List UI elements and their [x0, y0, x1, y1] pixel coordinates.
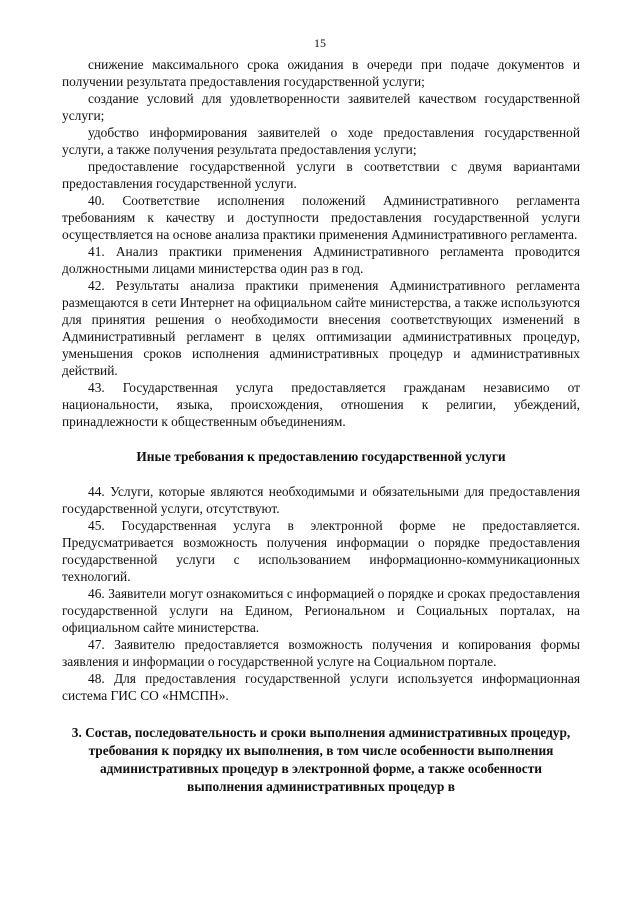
paragraph: удобство информирования заявителей о ходе предоставления государственной услуги, а также получения результата предоставления услуги; — [62, 125, 580, 157]
section-heading: Иные требования к предоставлению государственной услуги — [136, 449, 506, 464]
document-body — [62, 56, 580, 796]
paragraph-47: 47. Заявителю предоставляется возможность получения и копирования формы заявления и информации о государственной услуге на Социальном портале. — [62, 637, 580, 669]
chapter-heading: 3. Состав, последовательность и сроки выполнения административных процедур, требования к порядку их выполнения, в том числе особенности выполнения административных процедур в электронной форме, а также особенности выполнения административных процедур в — [71, 725, 571, 794]
paragraph: предоставление государственной услуги в соответствии с двумя вариантами предоставления государственной услуги. — [62, 159, 580, 191]
paragraph: снижение максимального срока ожидания в очереди при подаче документов и получении результата предоставления государственной услуги; — [62, 57, 580, 89]
paragraph-44: 44. Услуги, которые являются необходимыми и обязательными для предоставления государственной услуги, отсутствуют. — [62, 484, 580, 516]
paragraph-40: 40. Соответствие исполнения положений Административного регламента требованиям к качеству и доступности предоставления государственной услуги осуществляется на основе анализа практики применения Административного регламента. — [62, 193, 580, 242]
page-number: 15 — [314, 36, 326, 50]
paragraph-41: 41. Анализ практики применения Административного регламента проводится должностными лицами министерства один раз в год. — [62, 244, 580, 276]
paragraph-46: 46. Заявители могут ознакомиться с информацией о порядке и сроках предоставления государственной услуги на Едином, Региональном и Социальных порталах, на официальном сайте министерства. — [62, 586, 580, 635]
paragraph-43: 43. Государственная услуга предоставляется гражданам независимо от национальности, языка, происхождения, отношения к религии, убеждений, принадлежности к общественным объединениям. — [62, 380, 580, 429]
paragraph: создание условий для удовлетворенности заявителей качеством государственной услуги; — [62, 91, 580, 123]
paragraph-48: 48. Для предоставления государственной услуги используется информационная система ГИС СО «НМСПН». — [62, 671, 580, 703]
paragraph-45: 45. Государственная услуга в электронной форме не предоставляется. Предусматривается возможность получения информации о порядке предоставления государственной услуги с использованием информационно-коммуникационных технологий. — [62, 518, 580, 584]
paragraph-42: 42. Результаты анализа практики применения Административного регламента размещаются в сети Интернет на официальном сайте министерства, а также используются для принятия решения о необходимости внесения соответствующих изменений в Административный регламент в целях оптимизации административных процедур, уменьшения сроков исполнения административных процедур и административных действий. — [62, 278, 580, 378]
